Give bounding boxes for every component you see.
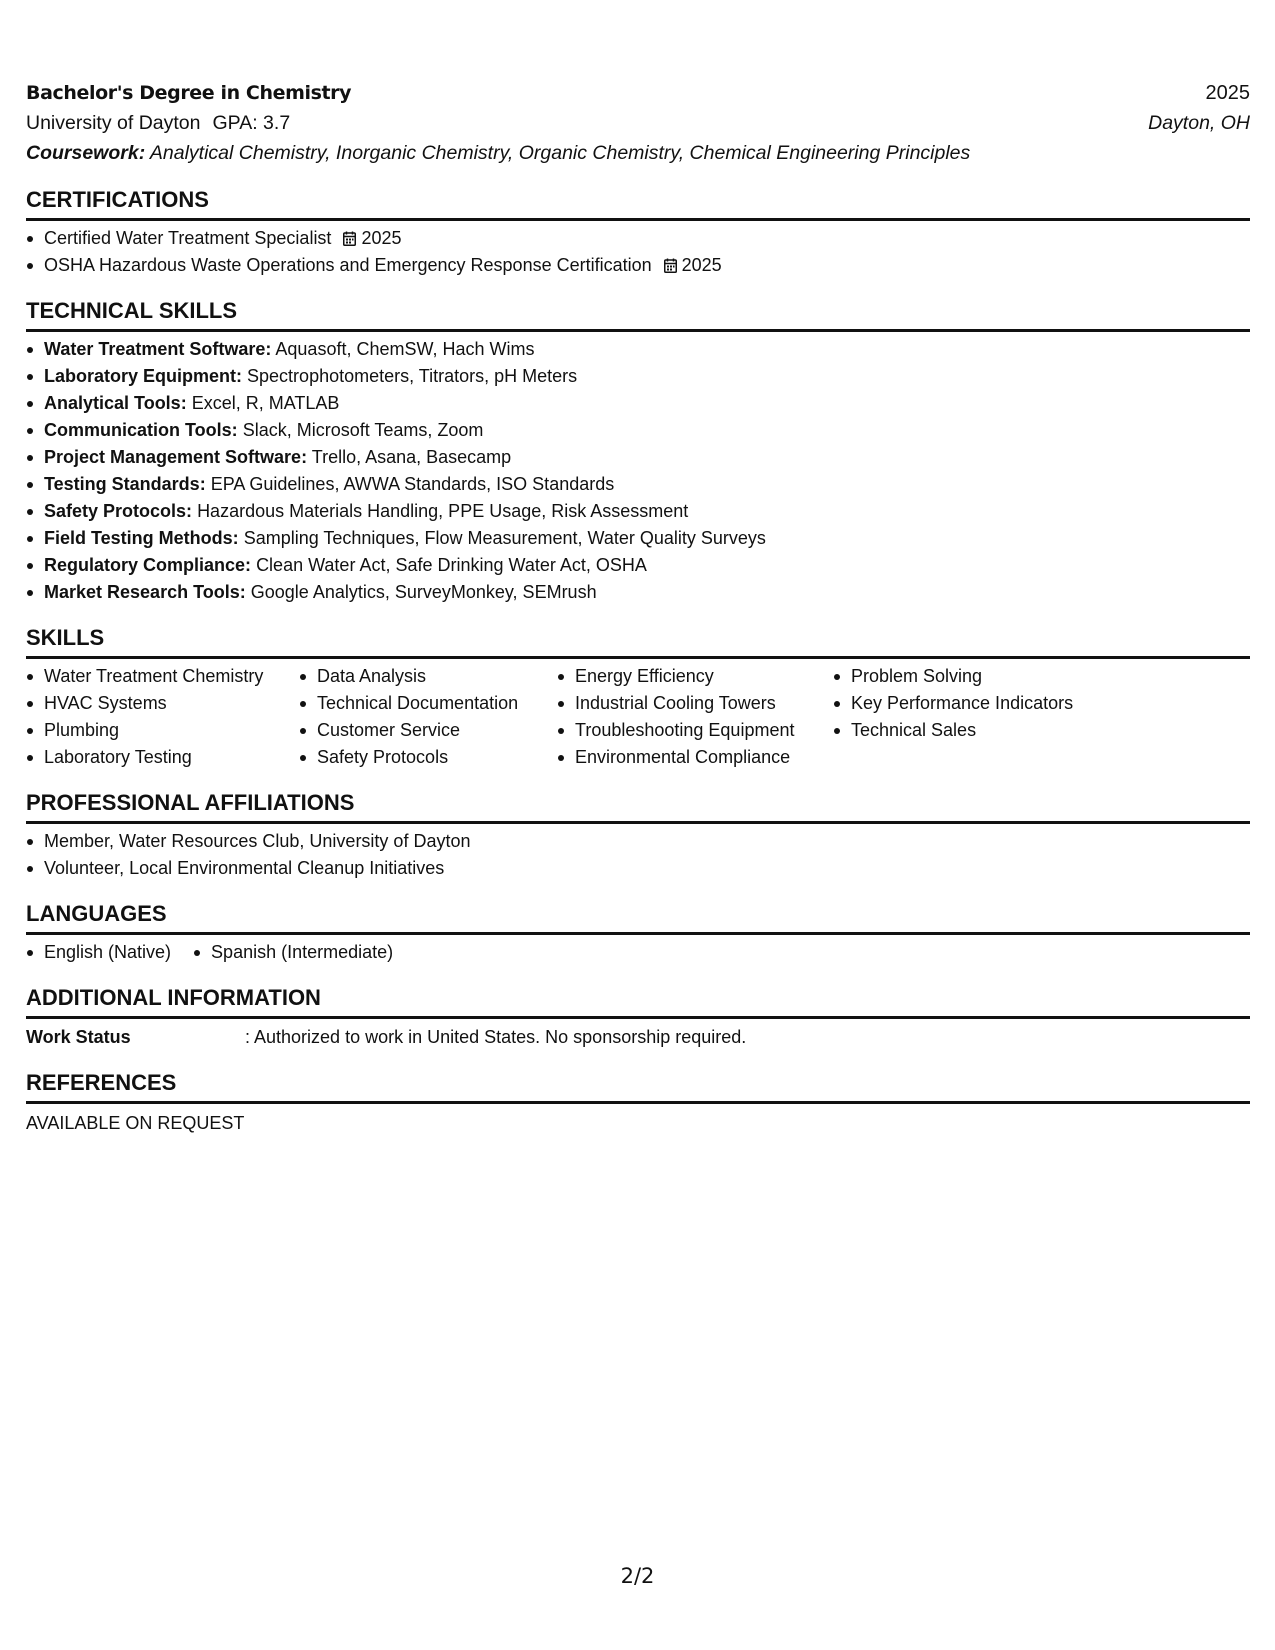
- section-title-languages: LANGUAGES: [26, 900, 1250, 935]
- skill-category: Testing Standards:: [44, 474, 206, 494]
- list-item: Industrial Cooling Towers: [557, 690, 833, 717]
- skill-values: Spectrophotometers, Titrators, pH Meters: [247, 366, 578, 386]
- list-item: [26, 525, 1250, 552]
- language-item-wrap: [193, 939, 393, 966]
- list-item: [26, 552, 1250, 579]
- coursework-line: [26, 138, 1250, 168]
- skill-category: Field Testing Methods:: [44, 528, 239, 548]
- language-item-wrap: [26, 939, 171, 966]
- page-number: 2/2: [620, 1564, 655, 1588]
- coursework-label: Coursework:: [26, 142, 146, 164]
- list-item: [26, 363, 1250, 390]
- skills-grid: [26, 663, 1250, 771]
- list-item: [26, 417, 1250, 444]
- list-item: [26, 498, 1250, 525]
- skill-category: Market Research Tools:: [44, 582, 246, 602]
- list-item: Customer Service: [299, 717, 557, 744]
- skill-values: EPA Guidelines, AWWA Standards, ISO Standards: [210, 474, 615, 494]
- list-item: [26, 225, 1250, 252]
- list-item: [26, 390, 1250, 417]
- skills-column: [299, 663, 557, 771]
- skill-category: Project Management Software:: [44, 447, 308, 467]
- list-item: Energy Efficiency: [557, 663, 833, 690]
- skill-values: Aquasoft, ChemSW, Hach Wims: [275, 339, 535, 359]
- list-item: Data Analysis: [299, 663, 557, 690]
- affiliations-list: [26, 828, 1250, 882]
- list-item: Volunteer, Local Environmental Cleanup Initiatives: [26, 855, 1250, 882]
- list-item: Environmental Compliance: [557, 744, 833, 771]
- section-title-certifications: CERTIFICATIONS: [26, 186, 1250, 221]
- certification-year: 2025: [361, 228, 402, 248]
- list-item: Troubleshooting Equipment: [557, 717, 833, 744]
- list-item: [26, 471, 1250, 498]
- calendar-icon: [343, 231, 356, 246]
- skills-column: [26, 663, 299, 771]
- references-text: AVAILABLE ON REQUEST: [26, 1113, 245, 1133]
- skill-category: Communication Tools:: [44, 420, 238, 440]
- list-item: Technical Documentation: [299, 690, 557, 717]
- university-name: University of Dayton: [26, 112, 201, 134]
- work-status-row: [26, 1024, 1250, 1051]
- skill-values: Trello, Asana, Basecamp: [311, 447, 512, 467]
- calendar-icon: [664, 258, 677, 273]
- list-item: [26, 252, 1250, 279]
- skill-values: Hazardous Materials Handling, PPE Usage, Risk Assessment: [197, 501, 689, 521]
- list-item: [26, 444, 1250, 471]
- skill-category: Regulatory Compliance:: [44, 555, 252, 575]
- list-item: Problem Solving: [833, 663, 1113, 690]
- certification-year: 2025: [681, 255, 722, 275]
- list-item: [26, 579, 1250, 606]
- skill-values: Sampling Techniques, Flow Measurement, Water Quality Surveys: [243, 528, 766, 548]
- work-status-label: Work Status: [26, 1027, 131, 1047]
- work-status-value: : Authorized to work in United States. No sponsorship required.: [245, 1027, 747, 1047]
- list-item: Technical Sales: [833, 717, 1113, 744]
- section-title-additional-information: ADDITIONAL INFORMATION: [26, 984, 1250, 1019]
- skill-values: Clean Water Act, Safe Drinking Water Act, OSHA: [256, 555, 647, 575]
- resume-page: [26, 78, 1250, 1137]
- skill-category: Analytical Tools:: [44, 393, 187, 413]
- skills-column: [557, 663, 833, 771]
- languages-row: [26, 939, 1250, 966]
- list-item: Laboratory Testing: [26, 744, 299, 771]
- technical-skills-list: [26, 336, 1250, 606]
- skill-category: Laboratory Equipment:: [44, 366, 243, 386]
- skill-category: Water Treatment Software:: [44, 339, 272, 359]
- skill-values: Google Analytics, SurveyMonkey, SEMrush: [250, 582, 597, 602]
- section-title-references: REFERENCES: [26, 1069, 1250, 1104]
- list-item: Water Treatment Chemistry: [26, 663, 299, 690]
- skill-values: Slack, Microsoft Teams, Zoom: [242, 420, 484, 440]
- list-item: Spanish (Intermediate): [193, 939, 393, 966]
- school-line: [26, 108, 290, 138]
- education-school-row: [26, 108, 1250, 138]
- list-item: Key Performance Indicators: [833, 690, 1113, 717]
- education-location: Dayton, OH: [1148, 112, 1250, 134]
- skill-values: Excel, R, MATLAB: [191, 393, 340, 413]
- certification-name: Certified Water Treatment Specialist: [44, 228, 332, 248]
- education-year: 2025: [1205, 82, 1250, 104]
- certification-name: OSHA Hazardous Waste Operations and Emergency Response Certification: [44, 255, 652, 275]
- list-item: Safety Protocols: [299, 744, 557, 771]
- coursework-list: Analytical Chemistry, Inorganic Chemistry, Organic Chemistry, Chemical Engineering Principles: [149, 142, 971, 164]
- skills-column: [833, 663, 1113, 771]
- section-title-skills: SKILLS: [26, 624, 1250, 659]
- gpa: GPA: 3.7: [212, 112, 291, 134]
- list-item: Plumbing: [26, 717, 299, 744]
- list-item: English (Native): [26, 939, 171, 966]
- degree-title: Bachelor's Degree in Chemistry: [26, 82, 352, 104]
- list-item: [26, 336, 1250, 363]
- list-item: Member, Water Resources Club, University of Dayton: [26, 828, 1250, 855]
- list-item: HVAC Systems: [26, 690, 299, 717]
- skill-category: Safety Protocols:: [44, 501, 193, 521]
- certifications-list: [26, 225, 1250, 279]
- education-header-row: [26, 78, 1250, 108]
- section-title-technical-skills: TECHNICAL SKILLS: [26, 297, 1250, 332]
- section-title-professional-affiliations: PROFESSIONAL AFFILIATIONS: [26, 789, 1250, 824]
